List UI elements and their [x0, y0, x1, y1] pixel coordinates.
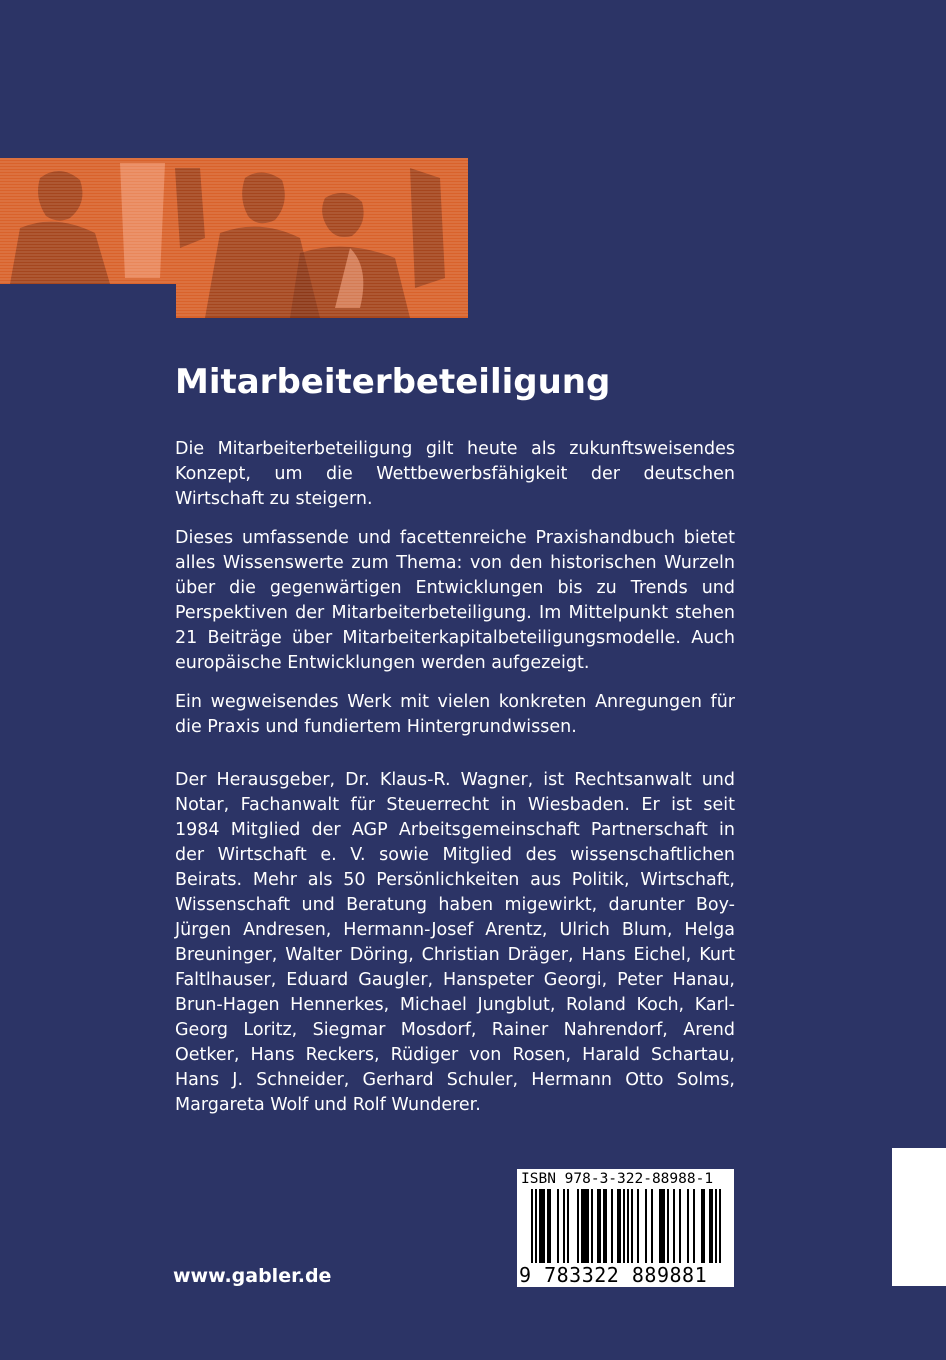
spine-white-tab	[892, 1148, 946, 1286]
book-title: Mitarbeiterbeteiligung	[175, 362, 611, 402]
barcode-bars	[531, 1189, 721, 1263]
isbn-barcode	[517, 1169, 734, 1287]
blurb-paragraph-3: Ein wegweisendes Werk mit vielen konkreten Anregungen für die Praxis und fundiertem Hintergrundwissen.	[175, 692, 735, 737]
ean-digits: 9 783322 889881	[519, 1263, 708, 1287]
cover-photo-strip	[0, 158, 468, 318]
blurb-paragraph-1: Die Mitarbeiterbeteiligung gilt heute als zukunftsweisendes Konzept, um die Wettbewerbsfähigkeit der deutschen Wirtschaft zu steigern.	[175, 439, 735, 509]
blurb-text	[175, 437, 735, 1132]
editor-paragraph: Der Herausgeber, Dr. Klaus-R. Wagner, ist Rechtsanwalt und Notar, Fachanwalt für Steuerrecht in Wiesbaden. Er ist seit 1984 Mitglied der AGP Arbeitsgemeinschaft Partnerschaft in der Wirtschaft e. V. sowie Mitglied des wissenschaftlichen Beirats. Mehr als 50 Persönlichkeiten aus Politik, Wirtschaft, Wissenschaft und Beratung haben migewirkt, darunter Boy-Jürgen Andresen, Hermann-Josef Arentz, Ulrich Blum, Helga Breuninger, Walter Döring, Christian Dräger, Hans Eichel, Kurt Faltlhauser, Eduard Gaugler, Hanspeter Georgi, Peter Hanau, Brun-Hagen Hennerkes, Michael Jungblut, Roland Koch, Karl-Georg Loritz, Siegmar Mosdorf, Rainer Nahrendorf, Arend Oetker, Hans Reckers, Rüdiger von Rosen, Harald Schartau, Hans J. Schneider, Gerhard Schuler, Hermann Otto Solms, Margareta Wolf und Rolf Wunderer.	[175, 770, 735, 1115]
blurb-paragraph-2: Dieses umfassende und facettenreiche Praxishandbuch bietet alles Wissenswerte zum Thema: von den historischen Wurzeln über die gegenwärtigen Entwicklungen bis zu Trends und Perspektiven der Mitarbeiterbeteiligung. Im Mittelpunkt stehen 21 Beiträge über Mitarbeiterkapitalbeteiligungsmodelle. Auch europäische Entwicklungen werden aufgezeigt.	[175, 528, 735, 673]
cover-photo-image	[0, 158, 468, 318]
publisher-url: www.gabler.de	[173, 1265, 332, 1287]
isbn-label: ISBN 978-3-322-88988-1	[521, 1171, 714, 1187]
